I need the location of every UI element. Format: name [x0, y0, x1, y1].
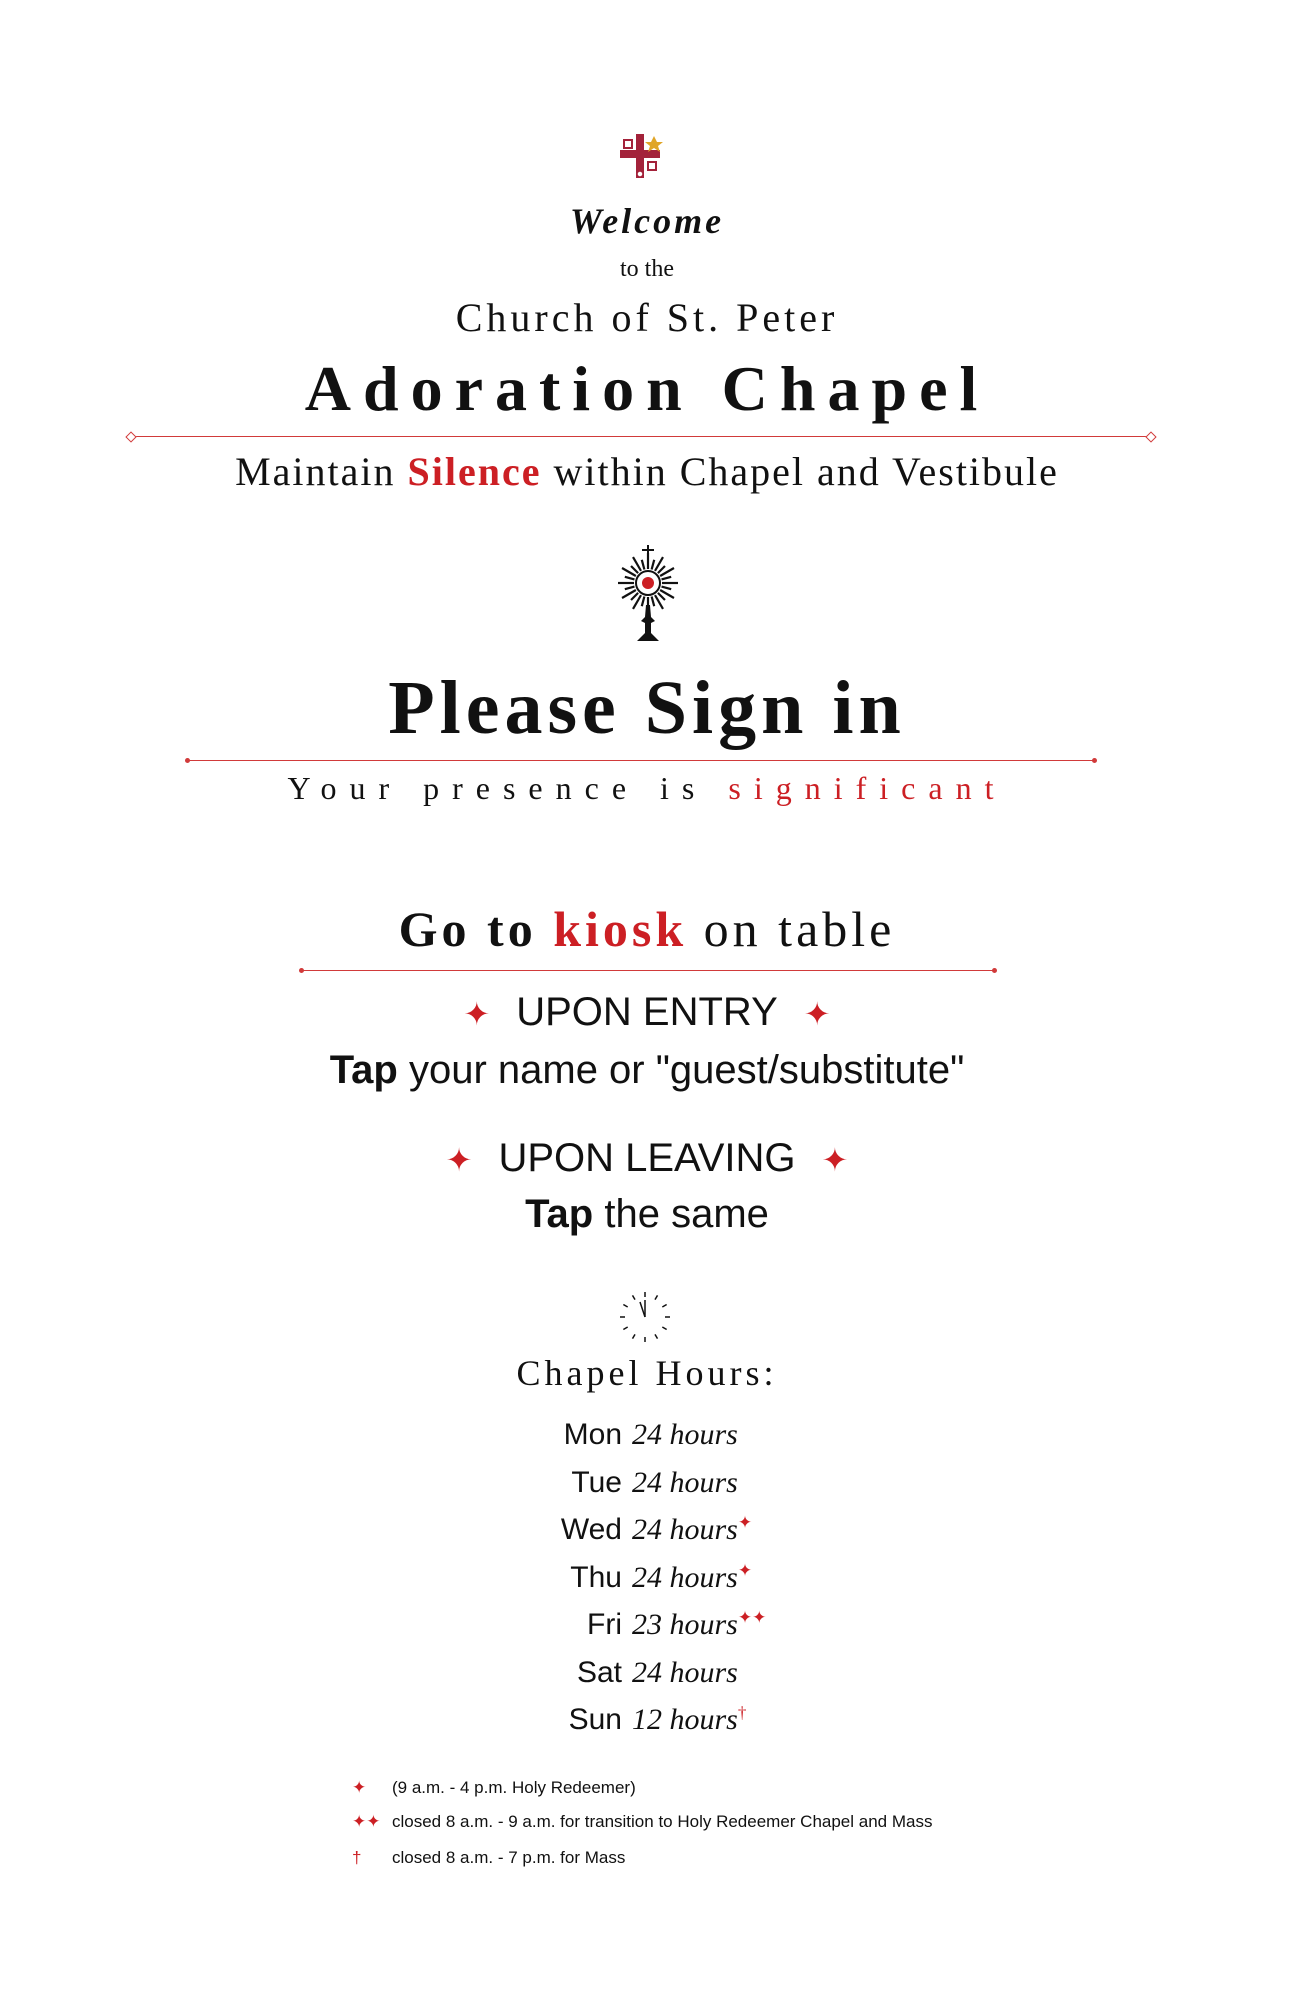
hours-day: Tue — [571, 1465, 622, 1499]
hours-day: Wed — [560, 1513, 622, 1546]
hours-row — [520, 1466, 920, 1506]
kiosk-heading — [0, 900, 1294, 958]
hours-day: Fri — [587, 1608, 622, 1641]
footnote-symbol: † — [352, 1848, 362, 1867]
to-the-text: to the — [620, 256, 674, 282]
clock-icon — [618, 1290, 672, 1344]
entry-instruction — [0, 1048, 1294, 1093]
hours-day: Sun — [568, 1703, 622, 1736]
sign-in-divider — [188, 760, 1094, 761]
presence-highlight: significant — [728, 770, 1007, 806]
footnote-text: closed 8 a.m. - 9 a.m. for transition to Holy Redeemer Chapel and Mass — [392, 1812, 933, 1831]
hours-value: 23 hours✦✦ — [632, 1608, 767, 1641]
hours-row — [520, 1513, 920, 1553]
silence-after: within Chapel and Vestibule — [541, 449, 1059, 494]
hours-row — [520, 1703, 920, 1743]
hours-day: Mon — [563, 1418, 622, 1451]
hours-note-mark: ✦ — [737, 1513, 753, 1532]
silence-highlight: Silence — [407, 449, 542, 494]
footnote — [352, 1848, 625, 1868]
chapel-title: Adoration Chapel — [304, 353, 990, 424]
hours-value: 24 hours — [632, 1418, 738, 1451]
monstrance-icon — [613, 545, 683, 643]
footnote-symbol: ✦ — [352, 1778, 367, 1797]
hours-row — [520, 1418, 920, 1458]
leaving-heading — [0, 1136, 1294, 1181]
star-icon: ✦ — [803, 996, 831, 1032]
entry-tap: Tap — [329, 1048, 398, 1092]
kiosk-divider — [302, 970, 994, 971]
kiosk-part2: on table — [687, 901, 896, 957]
kiosk-part1: Go to — [398, 901, 554, 957]
hours-row — [520, 1561, 920, 1601]
hours-value: 24 hours — [632, 1655, 738, 1689]
hours-day: Sat — [576, 1655, 622, 1689]
footnote — [352, 1812, 932, 1832]
hours-value: 24 hours✦ — [632, 1513, 753, 1546]
sign-in-title: Please Sign in — [388, 666, 906, 750]
hours-note-mark: † — [737, 1703, 747, 1722]
entry-label: UPON ENTRY — [516, 990, 778, 1034]
footnote-text: closed 8 a.m. - 7 p.m. for Mass — [392, 1848, 626, 1867]
church-name: Church of St. Peter — [455, 295, 839, 340]
silence-before: Maintain — [235, 449, 408, 494]
hours-title: Chapel Hours: — [516, 1353, 778, 1393]
hours-day: Thu — [570, 1560, 622, 1594]
title-divider — [132, 436, 1150, 437]
hours-note-mark: ✦ — [737, 1560, 753, 1580]
star-icon: ✦ — [821, 1142, 849, 1178]
hours-note-mark: ✦✦ — [737, 1608, 767, 1627]
leaving-text: the same — [593, 1192, 769, 1236]
star-icon: ✦ — [445, 1142, 473, 1178]
cross-logo-icon — [616, 132, 666, 182]
hours-value: 24 hours✦ — [632, 1560, 753, 1594]
leaving-tap: Tap — [525, 1192, 594, 1236]
presence-subtitle — [0, 770, 1294, 807]
hours-row — [520, 1656, 920, 1696]
hours-row — [520, 1608, 920, 1648]
welcome-text: Welcome — [569, 201, 725, 241]
entry-text: your name or "guest/substitute" — [397, 1048, 965, 1092]
kiosk-highlight: kiosk — [553, 901, 688, 957]
footnote-symbol: ✦✦ — [352, 1812, 381, 1831]
leaving-label: UPON LEAVING — [498, 1136, 796, 1180]
star-icon: ✦ — [463, 996, 491, 1032]
footnote-text: (9 a.m. - 4 p.m. Holy Redeemer) — [392, 1778, 636, 1797]
leaving-instruction — [0, 1192, 1294, 1237]
silence-notice — [0, 448, 1294, 495]
presence-text: Your presence is — [287, 770, 729, 806]
entry-heading — [0, 990, 1294, 1035]
footnote — [352, 1778, 636, 1798]
hours-value: 24 hours — [632, 1465, 738, 1499]
hours-value: 12 hours† — [632, 1703, 747, 1736]
